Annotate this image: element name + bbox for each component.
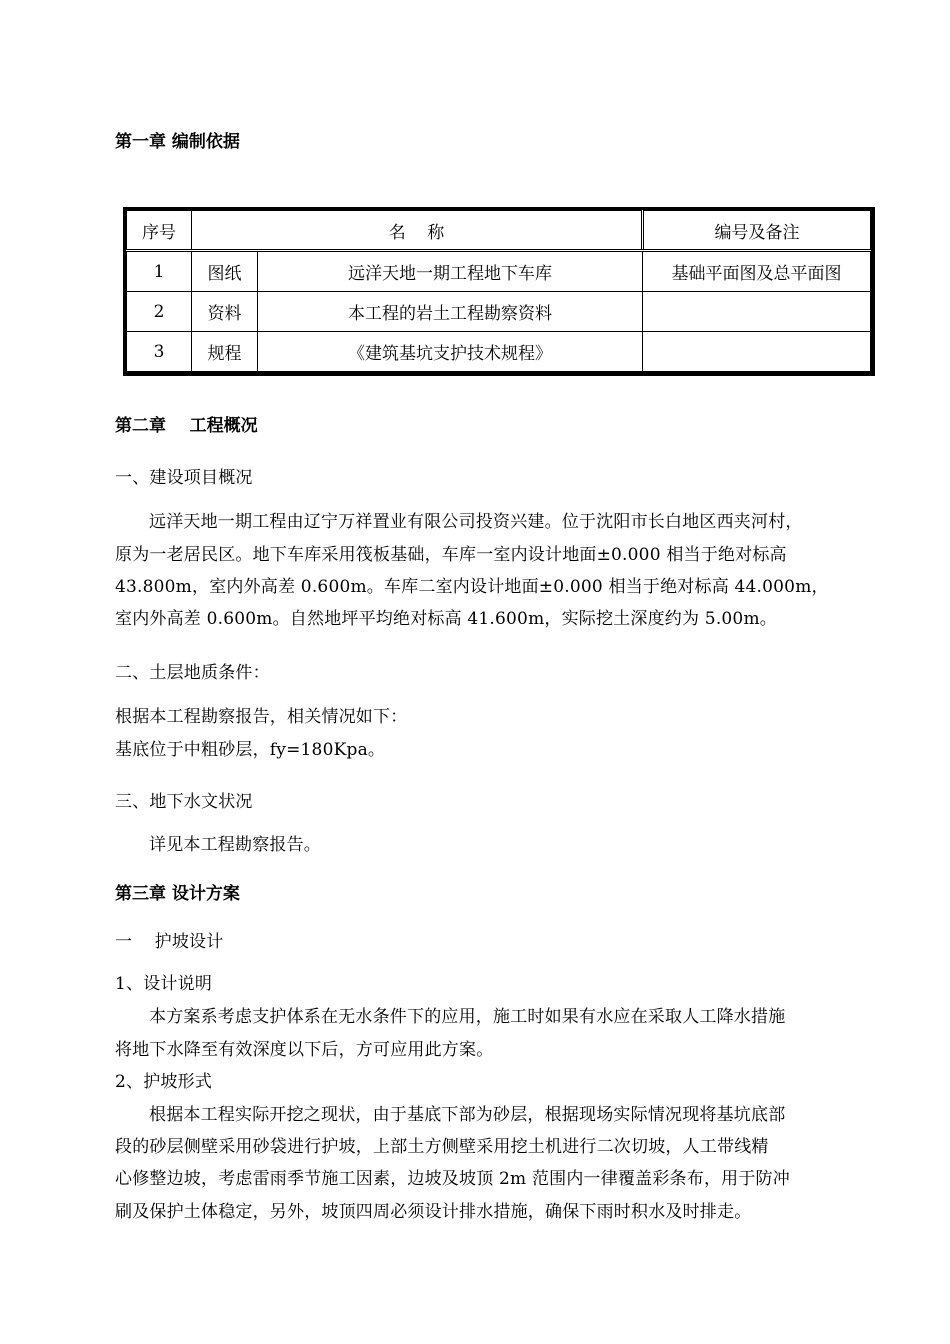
subsection-title: 2、护坡形式	[115, 1072, 213, 1092]
paragraph-line: 本方案系考虑支护体系在无水条件下的应用，施工时如果有水应在采取人工降水措施	[149, 1007, 786, 1027]
subsection-title: 1、设计说明	[115, 974, 213, 994]
section-1-title: 一、建设项目概况	[115, 468, 253, 488]
cell-type: 规程	[192, 332, 258, 372]
table-header-row	[127, 211, 871, 251]
paragraph-line: 43.800m，室内外高差 0.600m。车库二室内设计地面±0.000 相当于绝对标高 44.000m，	[115, 577, 829, 597]
cell-name: 《建筑基坑支护技术规程》	[258, 332, 643, 372]
section-3-title: 三、地下水文状况	[115, 792, 253, 812]
cell-note	[643, 292, 871, 332]
paragraph-line: 远洋天地一期工程由辽宁万祥置业有限公司投资兴建。位于沈阳市长白地区西夹河村，	[149, 512, 803, 532]
paragraph-line: 段的砂层侧壁采用砂袋进行护坡，上部土方侧壁采用挖土机进行二次切坡，人工带线精	[115, 1137, 769, 1157]
chapter-2-heading: 第二章 工程概况	[115, 416, 258, 436]
cell-note	[643, 332, 871, 372]
cell-name: 本工程的岩土工程勘察资料	[258, 292, 643, 332]
header-note: 编号及备注	[643, 211, 871, 251]
reference-table	[123, 207, 875, 376]
chapter-1-heading: 第一章 编制依据	[115, 132, 240, 152]
cell-no: 1	[127, 251, 192, 292]
cell-no: 2	[127, 292, 192, 332]
cell-type: 资料	[192, 292, 258, 332]
header-name: 名 称	[192, 211, 643, 251]
cell-name: 远洋天地一期工程地下车库	[258, 251, 643, 292]
paragraph-line: 心修整边坡，考虑雷雨季节施工因素，边坡及坡顶 2m 范围内一律覆盖彩条布，用于防冲	[115, 1169, 790, 1189]
paragraph-line: 基底位于中粗砂层，fy=180Kpa。	[115, 740, 386, 760]
table-row	[127, 251, 871, 292]
section-title: 一 护坡设计	[115, 932, 224, 952]
paragraph-line: 原为一老居民区。地下车库采用筏板基础，车库一室内设计地面±0.000 相当于绝对标高	[115, 545, 787, 565]
cell-note: 基础平面图及总平面图	[643, 251, 871, 292]
table-row	[127, 292, 871, 332]
paragraph-line: 根据本工程实际开挖之现状，由于基底下部为砂层，根据现场实际情况现将基坑底部	[149, 1105, 786, 1125]
paragraph-line: 详见本工程勘察报告。	[149, 835, 321, 855]
paragraph-line: 室内外高差 0.600m。自然地坪平均绝对标高 41.600m，实际挖土深度约为 5.00m。	[115, 609, 777, 629]
section-2-title: 二、土层地质条件：	[115, 663, 270, 683]
chapter-3-heading: 第三章 设计方案	[115, 884, 240, 904]
cell-type: 图纸	[192, 251, 258, 292]
cell-no: 3	[127, 332, 192, 372]
paragraph-line: 根据本工程勘察报告，相关情况如下：	[115, 707, 408, 727]
table-row	[127, 332, 871, 372]
paragraph-line: 将地下水降至有效深度以下后，方可应用此方案。	[115, 1040, 494, 1060]
header-no: 序号	[127, 211, 192, 251]
paragraph-line: 刷及保护土体稳定，另外，坡顶四周必须设计排水措施，确保下雨时积水及时排走。	[115, 1202, 752, 1222]
